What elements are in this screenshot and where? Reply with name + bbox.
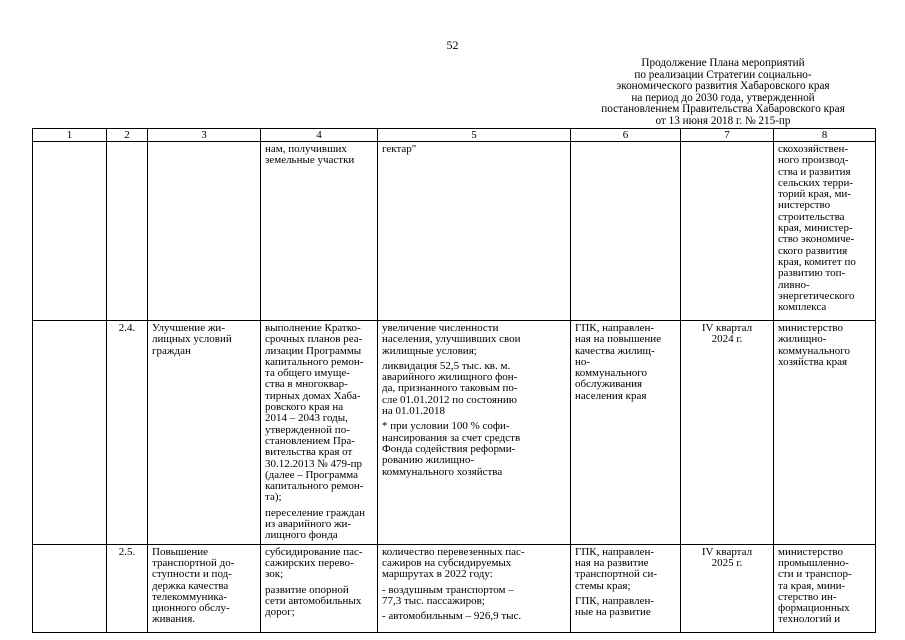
cell-results xyxy=(378,544,571,632)
cell-item-number: 2.4. xyxy=(107,321,148,545)
header-line: от 13 июня 2018 г. № 215-пр xyxy=(655,114,791,127)
cell-paragraph: ГПК, направлен- ные на развитие xyxy=(575,594,655,619)
cell-results xyxy=(378,142,571,321)
cell-paragraph: выполнение Кратко- срочных планов реа- лизации Программы капитального ремон- та общего имуще- ства в многоквар- тирных домах Хаба- ровского края на 2014 – 2043 годы, утвержденной по- становлением Пра- вительства края от 30.12.2013 № 479-пр (далее – Программа капитального ремон- та); xyxy=(265,322,364,504)
cell-col1 xyxy=(33,544,107,632)
column-number: 4 xyxy=(261,129,378,142)
header-line: на период до 2030 года, утвержденной xyxy=(631,91,815,104)
column-number: 1 xyxy=(33,129,107,142)
header-line: Продолжение Плана мероприятий xyxy=(641,57,805,69)
cell-responsible: министерство жилищно- коммунального хозяйства края xyxy=(774,321,876,545)
column-number: 7 xyxy=(681,129,774,142)
cell-deadline: IV квартал 2024 г. xyxy=(681,321,774,545)
cell-paragraph: ликвидация 52,5 тыс. кв. м. аварийного жилищного фон- да, признанного таковым по- сле 01.01.2012 по состоянию на 01.01.2018 xyxy=(382,359,518,418)
column-number-row xyxy=(33,129,876,142)
column-number: 3 xyxy=(148,129,261,142)
cell-measures xyxy=(261,142,378,321)
cell-deadline: IV квартал 2025 г. xyxy=(681,544,774,632)
cell-paragraph: субсидирование пас- сажирских перево- зок; xyxy=(265,545,363,581)
document-header xyxy=(573,58,873,127)
cell-paragraph: - воздушным транспортом – 77,3 тыс. пассажиров; xyxy=(382,583,514,607)
cell-paragraph: * при условии 100 % софи- нансирования за счет средств Фонда содействия реформи- рованию жилищно- коммунального хозяйства xyxy=(382,420,521,478)
cell-measures xyxy=(261,544,378,632)
column-number: 8 xyxy=(774,129,876,142)
cell-paragraph: - автомобильным – 926,9 тыс. xyxy=(382,610,522,623)
cell-task xyxy=(148,142,261,321)
cell-paragraph: увеличение численности населения, улучшивших свои жилищные условия; xyxy=(382,322,521,357)
column-number: 6 xyxy=(571,129,681,142)
plan-table xyxy=(32,128,876,633)
cell-measures xyxy=(261,321,378,545)
header-line: по реализации Стратегии социально- xyxy=(634,68,812,81)
cell-item-number: 2.5. xyxy=(107,544,148,632)
cell-paragraph: переселение граждан из аварийного жи- лищного фонда xyxy=(265,506,365,542)
cell-mechanism xyxy=(571,142,681,321)
cell-mechanism xyxy=(571,544,681,632)
column-number: 5 xyxy=(378,129,571,142)
cell-results xyxy=(378,321,571,545)
cell-task: Повышение транспортной до- ступности и под- держка качества телекоммуника- ционного обслу- живания. xyxy=(148,544,261,632)
table-row xyxy=(33,544,876,632)
cell-col1 xyxy=(33,142,107,321)
cell-paragraph: ГПК, направлен- ная на повышение качества жилищ- но- коммунального обслуживания населения края xyxy=(575,322,662,402)
cell-task: Улучшение жи- лищных условий граждан xyxy=(148,321,261,545)
column-number: 2 xyxy=(107,129,148,142)
cell-paragraph: гектар" xyxy=(382,143,417,155)
page-number: 52 xyxy=(446,38,459,52)
cell-paragraph: количество перевезенных пас- сажиров на субсидируемых маршрутах в 2022 году: xyxy=(382,545,525,581)
table-row xyxy=(33,142,876,321)
table-row xyxy=(33,321,876,545)
cell-col1 xyxy=(33,321,107,545)
cell-paragraph: нам, получивших земельные участки xyxy=(265,143,355,167)
cell-deadline xyxy=(681,142,774,321)
header-line: постановлением Правительства Хабаровского края xyxy=(601,103,845,115)
cell-responsible: министерство промышленно- сти и транспор- та края, мини- стерство ин- формационных технологий и xyxy=(774,544,876,632)
cell-item-number xyxy=(107,142,148,321)
header-line: экономического развития Хабаровского края xyxy=(616,80,830,92)
cell-paragraph: развитие опорной сети автомобильных дорог; xyxy=(265,583,362,619)
cell-responsible: скохозяйствен- ного производ- ства и развития сельских терри- торий края, ми- нистерство строительства края, министер- ство экономиче- ского развития края, комитет по развитию топ- ливно- энергетического комплекса xyxy=(774,142,876,321)
cell-paragraph: ГПК, направлен- ная на развитие транспортной си- стемы края; xyxy=(575,545,658,592)
cell-mechanism xyxy=(571,321,681,545)
